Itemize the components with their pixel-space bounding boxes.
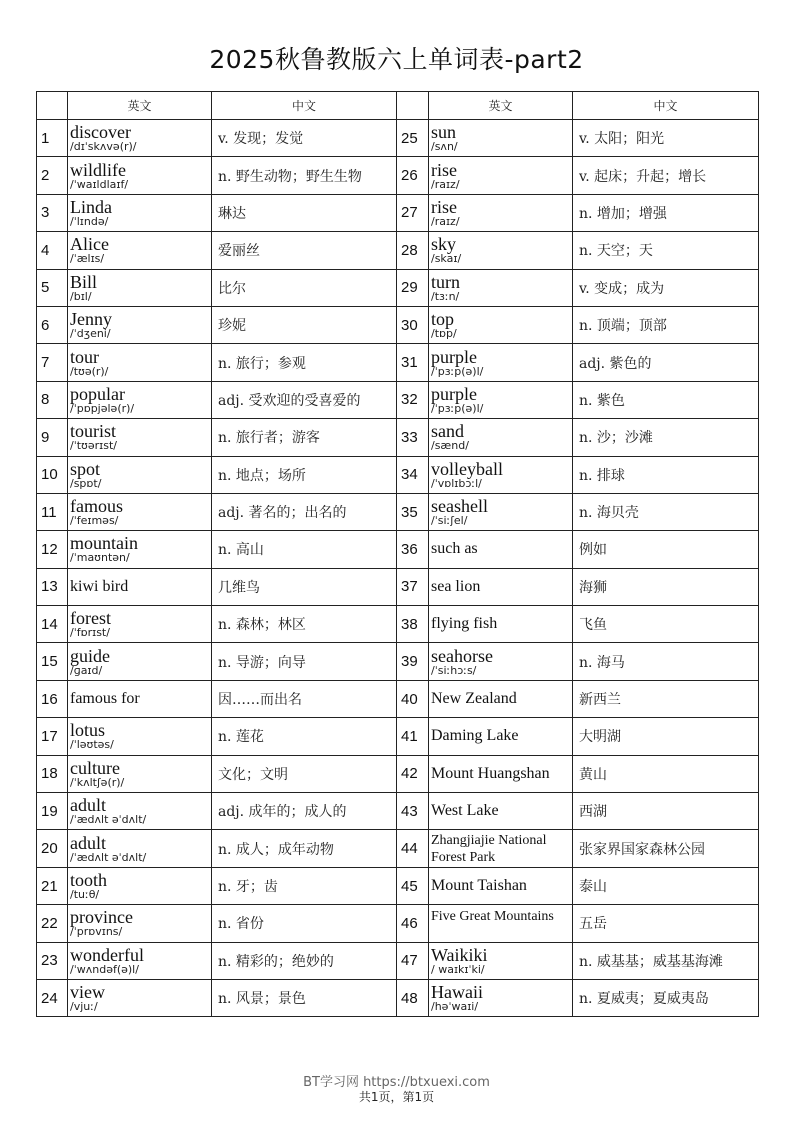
table-row: [37, 979, 759, 1016]
table-row: [37, 643, 759, 680]
entry-number: 14: [37, 606, 68, 643]
entry-number: 24: [37, 979, 68, 1016]
entry-number: 11: [37, 493, 68, 530]
chinese-meaning: 海狮: [573, 568, 759, 605]
entry-number: 21: [37, 867, 68, 904]
english-word: Five Great Mountains: [431, 909, 554, 925]
english-word: lotus: [70, 720, 106, 741]
english-cell: [429, 568, 573, 605]
english-cell: [68, 344, 212, 381]
entry-number: 29: [397, 269, 429, 306]
entry-number: 36: [397, 531, 429, 568]
table-row: [37, 157, 759, 194]
english-word: turn: [431, 271, 460, 292]
header-number-right: [397, 92, 429, 120]
chinese-meaning: 因……而出名: [212, 680, 397, 717]
english-cell: [68, 194, 212, 231]
entry-number: 48: [397, 979, 429, 1016]
chinese-meaning: n. 风景；景色: [212, 979, 397, 1016]
chinese-meaning: n. 牙；齿: [212, 867, 397, 904]
english-word: purple: [431, 346, 477, 367]
chinese-meaning: 张家界国家森林公园: [573, 830, 759, 867]
table-row: [37, 456, 759, 493]
chinese-meaning: 泰山: [573, 867, 759, 904]
chinese-meaning: v. 发现；发觉: [212, 120, 397, 157]
english-cell: [429, 419, 573, 456]
english-word: flying fish: [431, 615, 498, 633]
chinese-meaning: v. 太阳；阳光: [573, 120, 759, 157]
english-cell: [429, 344, 573, 381]
entry-number: 25: [397, 120, 429, 157]
english-word: Bill: [70, 271, 98, 292]
english-cell: [68, 979, 212, 1016]
table-row: [37, 830, 759, 867]
table-row: [37, 606, 759, 643]
chinese-meaning: adj. 著名的；出名的: [212, 493, 397, 530]
english-word: rise: [431, 196, 457, 217]
phonetic-transcription: /raɪz/: [431, 177, 460, 191]
chinese-meaning: 五岳: [573, 905, 759, 942]
header-number-left: [37, 92, 68, 120]
chinese-meaning: n. 排球: [573, 456, 759, 493]
entry-number: 38: [397, 606, 429, 643]
table-row: [37, 718, 759, 755]
phonetic-transcription: /ˈsiːʃel/: [431, 514, 468, 528]
english-cell: [429, 493, 573, 530]
english-cell: [429, 643, 573, 680]
chinese-meaning: adj. 受欢迎的受喜爱的: [212, 381, 397, 418]
table-body: [37, 120, 759, 1017]
english-word: wonderful: [70, 944, 144, 965]
chinese-meaning: n. 海贝壳: [573, 493, 759, 530]
chinese-meaning: n. 野生动物；野生生物: [212, 157, 397, 194]
english-cell: [429, 942, 573, 979]
english-cell: [429, 531, 573, 568]
entry-number: 26: [397, 157, 429, 194]
phonetic-transcription: /ˈprɒvɪns/: [70, 925, 123, 939]
english-word: tour: [70, 346, 99, 367]
chinese-meaning: 例如: [573, 531, 759, 568]
english-cell: [68, 905, 212, 942]
english-cell: [68, 643, 212, 680]
chinese-meaning: n. 森林；林区: [212, 606, 397, 643]
phonetic-transcription: /ˈælɪs/: [70, 252, 105, 266]
english-cell: [68, 830, 212, 867]
english-cell: [68, 306, 212, 343]
entry-number: 5: [37, 269, 68, 306]
chinese-meaning: 琳达: [212, 194, 397, 231]
entry-number: 42: [397, 755, 429, 792]
header-chinese-right: 中文: [573, 92, 759, 120]
phonetic-transcription: /ˈfɒrɪst/: [70, 626, 110, 640]
header-english-left: 英文: [68, 92, 212, 120]
chinese-meaning: n. 旅行者；游客: [212, 419, 397, 456]
chinese-meaning: n. 导游；向导: [212, 643, 397, 680]
table-row: [37, 194, 759, 231]
footer-watermark: BT学习网 https://btxuexi.com: [303, 1075, 490, 1090]
english-cell: [68, 120, 212, 157]
table-row: [37, 680, 759, 717]
phonetic-transcription: /ˈpɜːp(ə)l/: [431, 364, 484, 378]
english-word: tooth: [70, 870, 108, 890]
entry-number: 30: [397, 306, 429, 343]
chinese-meaning: 西湖: [573, 793, 759, 830]
chinese-meaning: 黄山: [573, 755, 759, 792]
entry-number: 27: [397, 194, 429, 231]
entry-number: 8: [37, 381, 68, 418]
english-cell: [429, 232, 573, 269]
english-cell: [429, 830, 573, 867]
english-cell: [429, 456, 573, 493]
entry-number: 33: [397, 419, 429, 456]
chinese-meaning: n. 旅行；参观: [212, 344, 397, 381]
phonetic-transcription: /tɒp/: [431, 327, 457, 341]
english-cell: [68, 867, 212, 904]
entry-number: 4: [37, 232, 68, 269]
table-header-row: [37, 92, 759, 120]
phonetic-transcription: /ɡaɪd/: [70, 663, 103, 677]
chinese-meaning: n. 紫色: [573, 381, 759, 418]
entry-number: 34: [397, 456, 429, 493]
table-row: [37, 905, 759, 942]
entry-number: 37: [397, 568, 429, 605]
english-cell: [429, 606, 573, 643]
english-cell: [68, 680, 212, 717]
english-cell: [68, 793, 212, 830]
phonetic-transcription: /sʌn/: [431, 140, 458, 154]
english-word: adult: [70, 795, 106, 816]
english-word: sea lion: [431, 577, 481, 595]
entry-number: 31: [397, 344, 429, 381]
english-cell: [429, 120, 573, 157]
chinese-meaning: 大明湖: [573, 718, 759, 755]
chinese-meaning: n. 威基基；威基基海滩: [573, 942, 759, 979]
table-row: [37, 568, 759, 605]
chinese-meaning: n. 成人；成年动物: [212, 830, 397, 867]
chinese-meaning: 新西兰: [573, 680, 759, 717]
phonetic-transcription: /spɒt/: [70, 476, 102, 490]
vocabulary-table: [36, 91, 759, 1017]
english-word: discover: [70, 122, 131, 143]
phonetic-transcription: /ˈædʌlt əˈdʌlt/: [70, 813, 147, 827]
english-word: popular: [70, 383, 125, 404]
phonetic-transcription: /ˈædʌlt əˈdʌlt/: [70, 850, 147, 864]
english-cell: [429, 905, 573, 942]
chinese-meaning: 珍妮: [212, 306, 397, 343]
english-word: Hawaii: [431, 982, 483, 1003]
english-word: kiwi bird: [70, 577, 129, 595]
entry-number: 41: [397, 718, 429, 755]
entry-number: 15: [37, 643, 68, 680]
chinese-meaning: n. 省份: [212, 905, 397, 942]
chinese-meaning: n. 夏威夷；夏威夷岛: [573, 979, 759, 1016]
english-cell: [429, 194, 573, 231]
entry-number: 20: [37, 830, 68, 867]
table-row: [37, 269, 759, 306]
english-word: seashell: [431, 496, 488, 517]
english-cell: [429, 157, 573, 194]
chinese-meaning: 几维鸟: [212, 568, 397, 605]
entry-number: 22: [37, 905, 68, 942]
english-word: wildlife: [70, 159, 126, 180]
table-row: [37, 381, 759, 418]
footer-page-info: 共1页，第1页: [358, 1090, 435, 1104]
chinese-meaning: n. 增加；增强: [573, 194, 759, 231]
english-cell: [429, 381, 573, 418]
english-word: province: [70, 907, 133, 928]
chinese-meaning: n. 海马: [573, 643, 759, 680]
chinese-meaning: 比尔: [212, 269, 397, 306]
english-word: West Lake: [431, 802, 499, 820]
english-word: sand: [431, 421, 464, 442]
english-cell: [429, 718, 573, 755]
entry-number: 6: [37, 306, 68, 343]
english-word: tourist: [70, 421, 117, 442]
english-word: guide: [70, 645, 110, 666]
table-row: [37, 755, 759, 792]
phonetic-transcription: /tʊə(r)/: [70, 364, 109, 378]
english-word: purple: [431, 383, 477, 404]
english-cell: [429, 306, 573, 343]
phonetic-transcription: /ˈpɜːp(ə)l/: [431, 401, 484, 415]
english-word: Jenny: [70, 309, 112, 330]
english-cell: [68, 269, 212, 306]
page-title: 2025秋鲁教版六上单词表-part2: [209, 45, 584, 74]
entry-number: 23: [37, 942, 68, 979]
phonetic-transcription: /tɜːn/: [431, 289, 460, 303]
english-cell: [429, 793, 573, 830]
entry-number: 7: [37, 344, 68, 381]
english-cell: [68, 456, 212, 493]
chinese-meaning: n. 高山: [212, 531, 397, 568]
english-word: famous: [70, 496, 123, 517]
chinese-meaning: n. 地点；场所: [212, 456, 397, 493]
entry-number: 3: [37, 194, 68, 231]
english-word: spot: [70, 458, 101, 479]
english-cell: [68, 493, 212, 530]
table-row: [37, 493, 759, 530]
english-cell: [68, 419, 212, 456]
table-row: [37, 232, 759, 269]
phonetic-transcription: /ˈfeɪməs/: [70, 514, 119, 528]
english-word: sun: [431, 122, 457, 143]
entry-number: 19: [37, 793, 68, 830]
entry-number: 44: [397, 830, 429, 867]
table-row: [37, 306, 759, 343]
table-row: [37, 793, 759, 830]
entry-number: 13: [37, 568, 68, 605]
table-row: [37, 120, 759, 157]
table-row: [37, 867, 759, 904]
phonetic-transcription: /ˈmaʊntən/: [70, 551, 130, 565]
header-english-right: 英文: [429, 92, 573, 120]
table-row: [37, 419, 759, 456]
english-cell: [68, 606, 212, 643]
entry-number: 47: [397, 942, 429, 979]
entry-number: 12: [37, 531, 68, 568]
english-cell: [68, 531, 212, 568]
chinese-meaning: 飞鱼: [573, 606, 759, 643]
entry-number: 10: [37, 456, 68, 493]
english-cell: [68, 157, 212, 194]
entry-number: 1: [37, 120, 68, 157]
entry-number: 39: [397, 643, 429, 680]
chinese-meaning: 文化；文明: [212, 755, 397, 792]
phonetic-transcription: /tuːθ/: [70, 888, 100, 901]
english-word: Alice: [70, 234, 109, 255]
entry-number: 43: [397, 793, 429, 830]
entry-number: 18: [37, 755, 68, 792]
english-cell: [429, 269, 573, 306]
chinese-meaning: adj. 成年的；成人的: [212, 793, 397, 830]
english-cell: [429, 867, 573, 904]
chinese-meaning: n. 顶端；顶部: [573, 306, 759, 343]
english-cell: [68, 718, 212, 755]
phonetic-transcription: /ˈsiːhɔːs/: [431, 663, 477, 677]
english-cell: [68, 755, 212, 792]
phonetic-transcription: /ˈwʌndəf(ə)l/: [70, 962, 139, 976]
entry-number: 9: [37, 419, 68, 456]
table-row: [37, 942, 759, 979]
entry-number: 40: [397, 680, 429, 717]
english-cell: [68, 568, 212, 605]
chinese-meaning: n. 沙；沙滩: [573, 419, 759, 456]
phonetic-transcription: /həˈwaɪi/: [431, 1000, 479, 1014]
english-word: rise: [431, 159, 457, 180]
english-word: famous for: [70, 690, 140, 708]
english-word: mountain: [70, 533, 138, 554]
english-word: such as: [431, 540, 478, 558]
phonetic-transcription: /dɪˈskʌvə(r)/: [70, 140, 137, 154]
english-word: volleyball: [431, 458, 503, 479]
english-word: Waikiki: [431, 944, 488, 965]
entry-number: 35: [397, 493, 429, 530]
english-word: Zhangjiajie National Forest Park: [431, 832, 547, 865]
phonetic-transcription: /raɪz/: [431, 214, 460, 228]
phonetic-transcription: /ˈkʌltʃə(r)/: [70, 775, 125, 789]
english-word: Mount Taishan: [431, 877, 527, 894]
english-word: Linda: [70, 196, 112, 217]
phonetic-transcription: /ˈləʊtəs/: [70, 738, 114, 752]
english-word: culture: [70, 757, 120, 778]
entry-number: 28: [397, 232, 429, 269]
english-cell: [68, 381, 212, 418]
english-word: adult: [70, 832, 106, 853]
chinese-meaning: adj. 紫色的: [573, 344, 759, 381]
english-word: sky: [431, 234, 457, 255]
chinese-meaning: n. 莲花: [212, 718, 397, 755]
chinese-meaning: 爱丽丝: [212, 232, 397, 269]
phonetic-transcription: /vjuː/: [70, 1000, 98, 1014]
chinese-meaning: n. 天空；天: [573, 232, 759, 269]
english-cell: [68, 942, 212, 979]
phonetic-transcription: /sænd/: [431, 439, 469, 453]
phonetic-transcription: /skaɪ/: [431, 252, 462, 266]
phonetic-transcription: /ˈlɪndə/: [70, 214, 109, 228]
phonetic-transcription: /bɪl/: [70, 289, 92, 303]
phonetic-transcription: /ˈvɒlɪbɔːl/: [431, 476, 482, 490]
table-row: [37, 531, 759, 568]
english-word: top: [431, 309, 455, 330]
phonetic-transcription: /ˈwaɪldlaɪf/: [70, 177, 129, 191]
english-word: seahorse: [431, 645, 493, 666]
phonetic-transcription: /ˈdʒeni/: [70, 327, 111, 341]
english-word: Mount Huangshan: [431, 764, 550, 782]
chinese-meaning: n. 精彩的；绝妙的: [212, 942, 397, 979]
entry-number: 32: [397, 381, 429, 418]
english-cell: [68, 232, 212, 269]
entry-number: 17: [37, 718, 68, 755]
phonetic-transcription: /ˈtʊərɪst/: [70, 439, 117, 453]
entry-number: 45: [397, 867, 429, 904]
entry-number: 16: [37, 680, 68, 717]
table-row: [37, 344, 759, 381]
chinese-meaning: v. 起床；升起；增长: [573, 157, 759, 194]
header-chinese-left: 中文: [212, 92, 397, 120]
chinese-meaning: v. 变成；成为: [573, 269, 759, 306]
phonetic-transcription: /ˈpɒpjələ(r)/: [70, 401, 135, 415]
entry-number: 46: [397, 905, 429, 942]
english-word: forest: [70, 608, 111, 629]
entry-number: 2: [37, 157, 68, 194]
english-cell: [429, 979, 573, 1016]
english-word: New Zealand: [431, 690, 517, 708]
english-word: Daming Lake: [431, 727, 519, 745]
english-cell: [429, 680, 573, 717]
english-word: view: [70, 982, 105, 1003]
phonetic-transcription: / waɪkɪˈki/: [431, 962, 485, 976]
english-cell: [429, 755, 573, 792]
